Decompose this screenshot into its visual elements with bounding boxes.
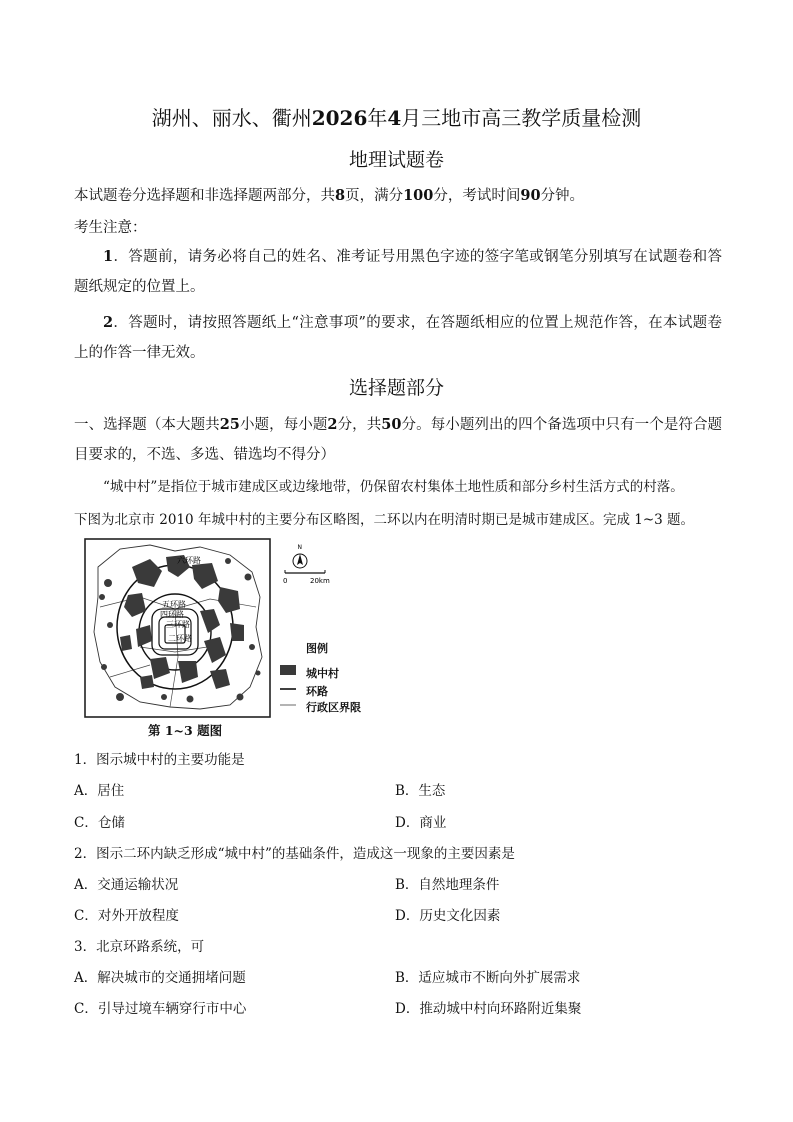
question-1-option-c[interactable]: C．仓储: [74, 815, 125, 831]
material-paragraph-1: “城中村”是指位于城市建成区或边缘地带，仍保留农村集体土地性质和部分乡村生活方式的村落。: [103, 479, 684, 495]
legend-village-label: 城中村: [306, 667, 339, 680]
question-3-stem: 3．北京环路系统，可: [74, 939, 205, 955]
map-legend: [280, 665, 296, 705]
question-2-option-b[interactable]: B．自然地理条件: [395, 877, 500, 893]
question-3-option-d[interactable]: D．推动城中村向环路附近集聚: [395, 1001, 582, 1017]
exam-title: 湖州、丽水、衢州2026年4月三地市高三教学质量检测: [151, 106, 642, 130]
question-3-option-b[interactable]: B．适应城市不断向外扩展需求: [395, 970, 581, 986]
notice-label: 考生注意：: [74, 220, 147, 236]
legend-ring-label: 环路: [306, 685, 328, 698]
question-2-option-d[interactable]: D．历史文化因素: [395, 908, 501, 924]
north-arrow-icon: [293, 544, 307, 568]
question-1-option-a[interactable]: A．居住: [74, 783, 125, 799]
material-paragraph-2: 下图为北京市 2010 年城中村的主要分布区略图，二环以内在明清时期已是城市建成区。完成 1~3 题。: [74, 512, 695, 528]
question-3-option-c[interactable]: C．引导过境车辆穿行市中心: [74, 1001, 247, 1017]
svg-text:20km: 20km: [310, 577, 330, 585]
question-2-stem: 2．图示二环内缺乏形成“城中村”的基础条件，造成这一现象的主要因素是: [74, 846, 515, 862]
ring-label-5: 五环路: [162, 600, 186, 609]
ring-label-2: 二环路: [168, 634, 192, 643]
question-2-option-c[interactable]: C．对外开放程度: [74, 908, 179, 924]
ring-label-6: 六环路: [177, 556, 201, 565]
legend-village-swatch: [280, 665, 296, 675]
svg-text:N: N: [297, 544, 302, 551]
scale-bar: [283, 570, 330, 585]
section-title: 选择题部分: [348, 377, 444, 399]
notice-item-1: 1．答题前，请务必将自己的姓名、准考证号用黑色字迹的签字笔或钢笔分别填写在试题卷和答题纸规定的位置上。: [74, 248, 722, 295]
ring-label-3: 三环路: [166, 620, 190, 629]
legend-title: 图例: [306, 642, 328, 655]
question-1-option-b[interactable]: B．生态: [395, 783, 446, 799]
ring-label-4: 四环路: [160, 610, 184, 619]
notice-item-2: 2．答题时，请按照答题纸上“注意事项”的要求，在答题纸相应的位置上规范作答，在本试题卷上的作答一律无效。: [74, 314, 722, 361]
exam-subtitle: 地理试题卷: [348, 149, 444, 171]
question-1-option-d[interactable]: D．商业: [395, 815, 447, 831]
intro-paragraph: 本试题卷分选择题和非选择题两部分，共8页，满分100分，考试时间90分钟。: [74, 187, 585, 204]
section-description: 一、选择题（本大题共25小题，每小题2分，共50分。每小题列出的四个备选项中只有一个是符合题目要求的，不选、多选、错选均不得分）: [74, 416, 723, 463]
figure-caption: 第 1~3 题图: [148, 723, 223, 738]
svg-text:0: 0: [283, 577, 288, 585]
question-2-option-a[interactable]: A．交通运输状况: [74, 877, 179, 893]
legend-boundary-label: 行政区界限: [306, 701, 361, 714]
question-1-stem: 1．图示城中村的主要功能是: [74, 752, 245, 768]
question-3-option-a[interactable]: A．解决城市的交通拥堵问题: [74, 970, 246, 986]
